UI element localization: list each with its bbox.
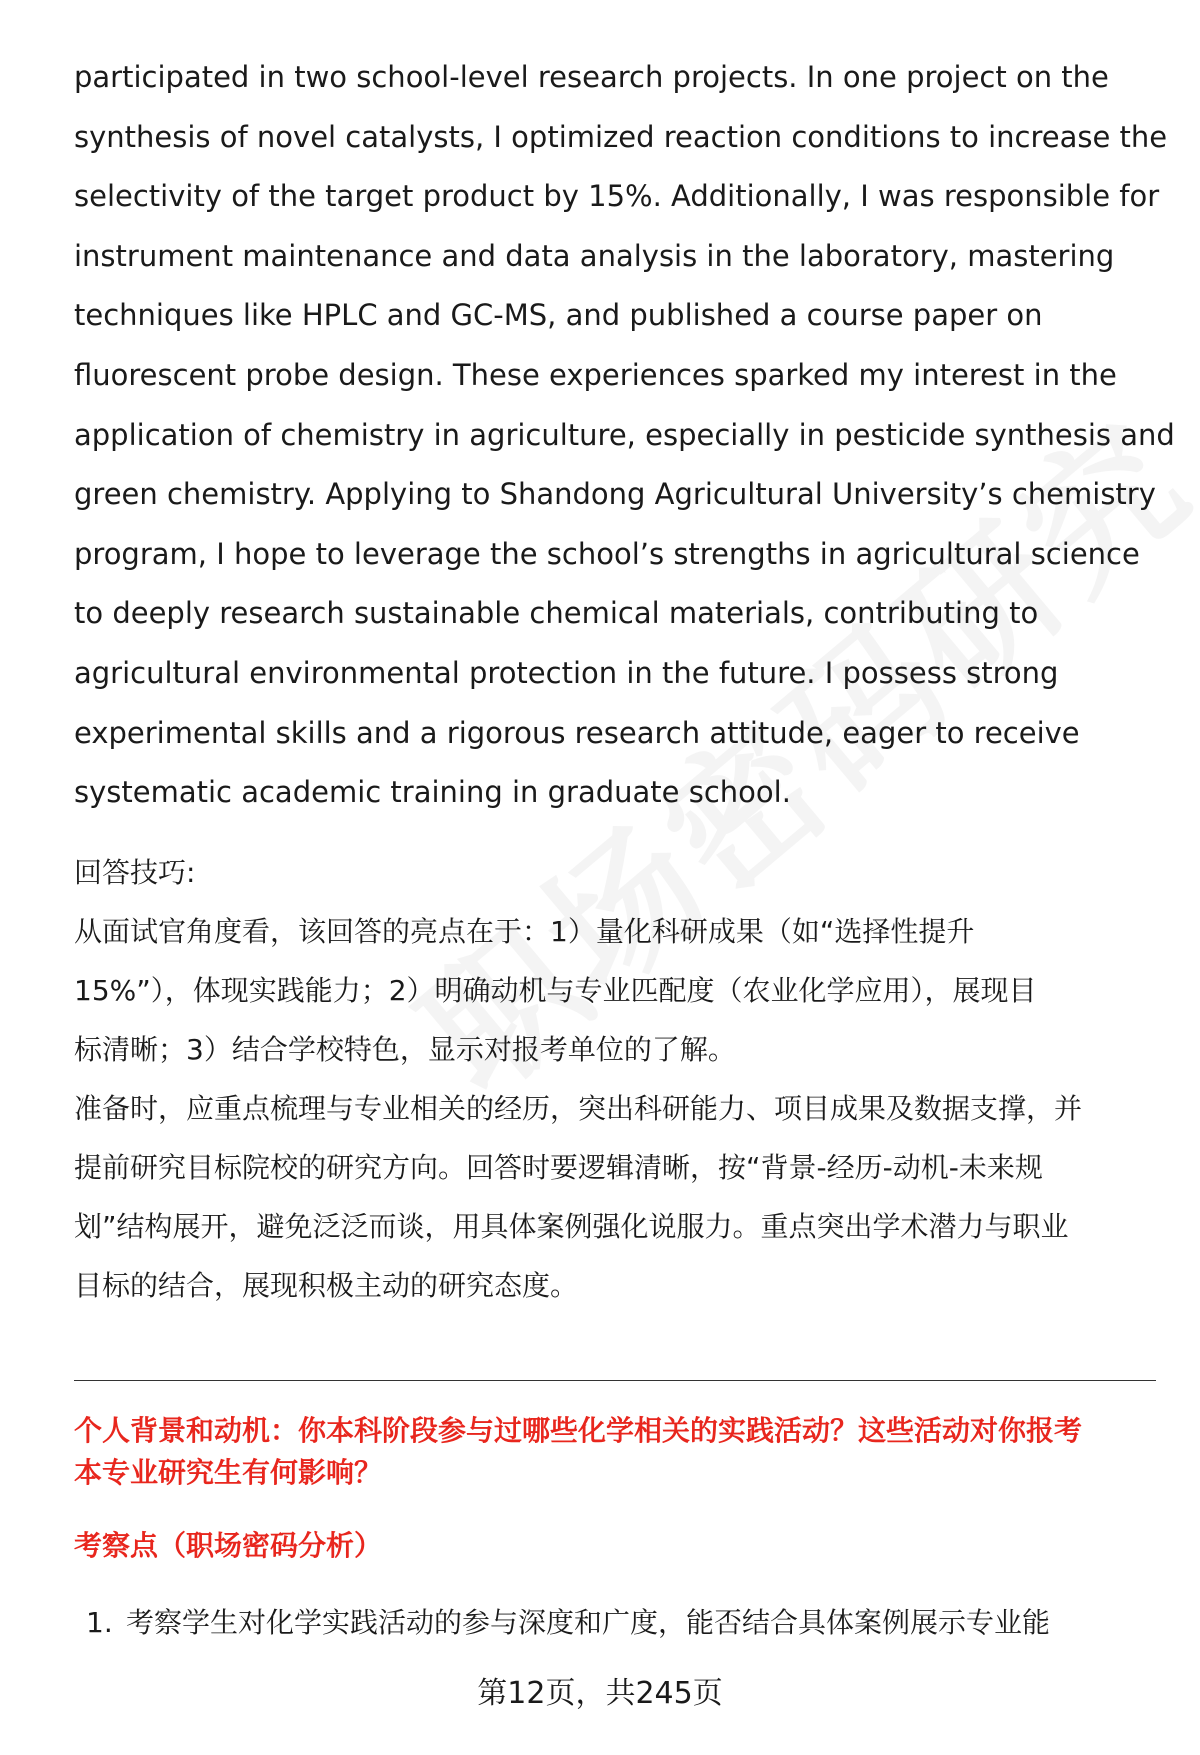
list-item-text: 考察学生对化学实践活动的参与深度和广度，能否结合具体案例展示专业能 <box>126 1606 1051 1639</box>
answer-line: application of chemistry in agriculture, especially in pesticide synthesis and <box>74 417 1175 452</box>
answer-line: to deeply research sustainable chemical materials, contributing to <box>74 596 1039 631</box>
answer-paragraph <box>74 48 1175 823</box>
analysis-list <box>86 1602 1050 1644</box>
answer-line: fluorescent probe design. These experiences sparked my interest in the <box>74 357 1117 392</box>
list-item <box>86 1602 1050 1644</box>
section-divider <box>74 1380 1156 1381</box>
answer-line: techniques like HPLC and GC-MS, and published a course paper on <box>74 298 1043 333</box>
list-item-number: 1. <box>86 1606 113 1639</box>
answer-line: green chemistry. Applying to Shandong Agricultural University’s chemistry <box>74 477 1156 512</box>
answer-line: synthesis of novel catalysts, I optimized reaction conditions to increase the <box>74 119 1168 154</box>
answer-line: instrument maintenance and data analysis in the laboratory, mastering <box>74 238 1115 273</box>
tips-line: 提前研究目标院校的研究方向。回答时要逻辑清晰，按“背景-经历-动机-未来规 <box>74 1150 1043 1184</box>
tips-line: 15%”），体现实践能力；2）明确动机与专业匹配度（农业化学应用），展现目 <box>74 973 1037 1007</box>
tips-title: 回答技巧: <box>74 855 196 889</box>
question-line: 个人背景和动机：你本科阶段参与过哪些化学相关的实践活动？这些活动对你报考 <box>74 1414 1083 1447</box>
answer-line: selectivity of the target product by 15%. Additionally, I was responsible for <box>74 179 1160 214</box>
page-number-footer: 第12页，共245页 <box>477 1676 723 1711</box>
answer-line: program, I hope to leverage the school’s strengths in agricultural science <box>74 536 1140 571</box>
tips-paragraph-2 <box>74 1079 1164 1315</box>
main-content <box>74 48 1175 1315</box>
answer-line: experimental skills and a rigorous research attitude, eager to receive <box>74 715 1080 750</box>
answer-line: systematic academic training in graduate school. <box>74 775 791 810</box>
question-line: 本专业研究生有何影响？ <box>74 1456 383 1489</box>
tips-line: 划”结构展开，避免泛泛而谈，用具体案例强化说服力。重点突出学术潜力与职业 <box>74 1209 1069 1243</box>
answer-line: agricultural environmental protection in the future. I possess strong <box>74 655 1059 690</box>
answer-line: participated in two school-level research projects. In one project on the <box>74 60 1109 94</box>
tips-line: 目标的结合，展现积极主动的研究态度。 <box>74 1268 579 1302</box>
tips-line: 从面试官角度看，该回答的亮点在于：1）量化科研成果（如“选择性提升 <box>74 914 975 948</box>
question-heading <box>74 1410 1164 1494</box>
analysis-title: 考察点（职场密码分析） <box>74 1529 383 1562</box>
tips-line: 标清晰；3）结合学校特色，显示对报考单位的了解。 <box>74 1032 736 1066</box>
tips-paragraph-1 <box>74 902 1164 1079</box>
tips-line: 准备时，应重点梳理与专业相关的经历，突出科研能力、项目成果及数据支撑，并 <box>74 1091 1083 1125</box>
